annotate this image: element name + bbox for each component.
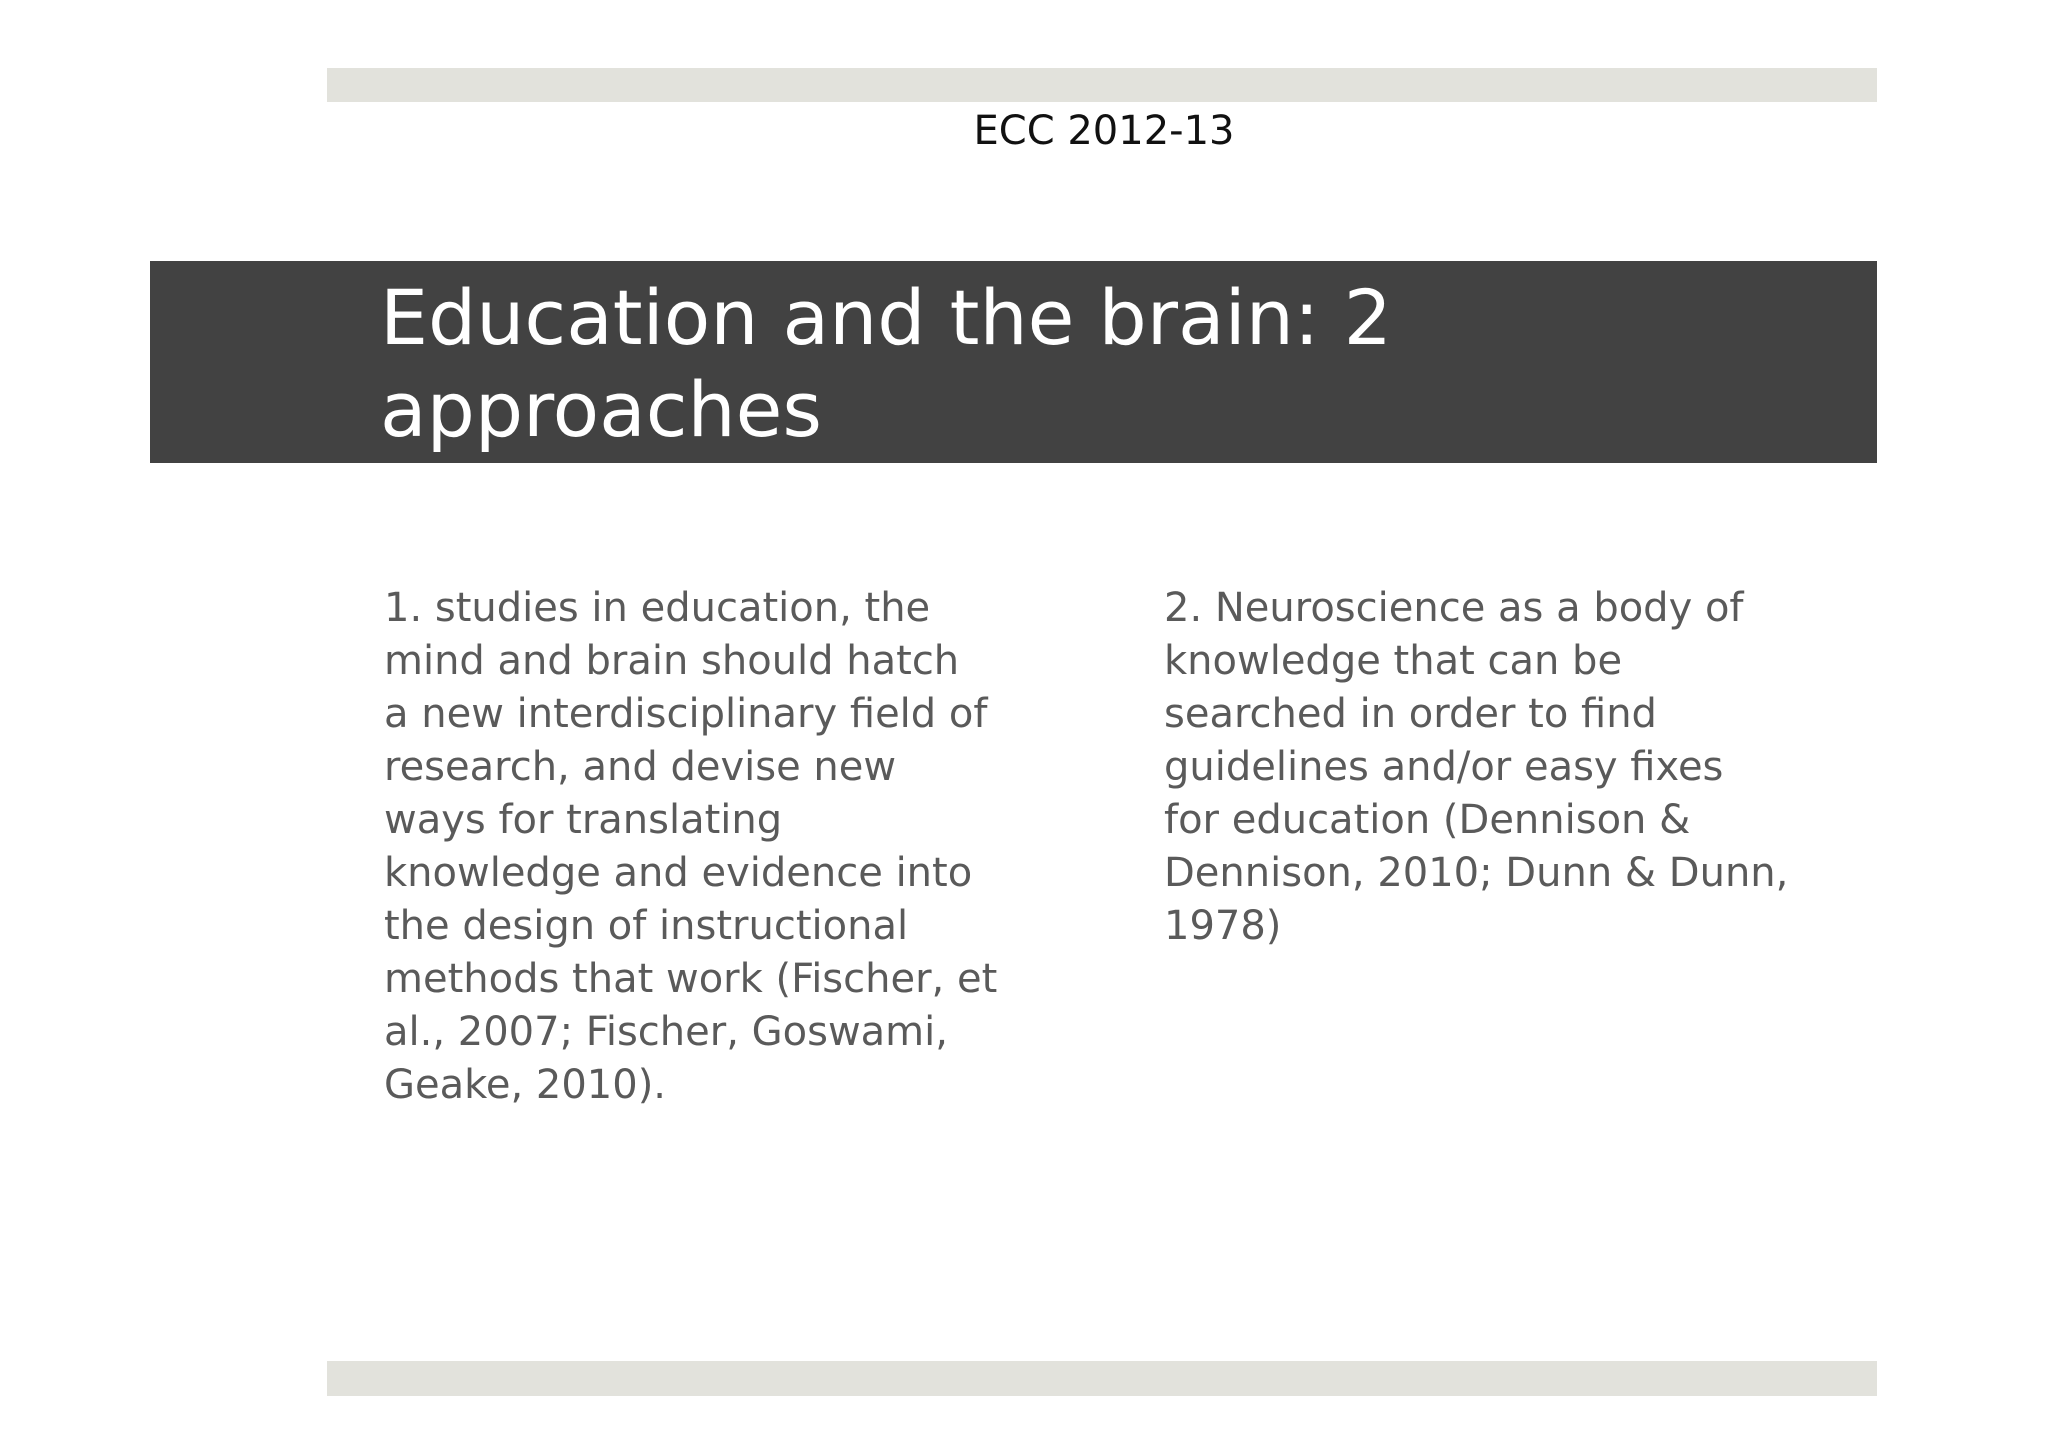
top-accent-bar bbox=[327, 68, 1877, 102]
slide-header: ECC 2012-13 bbox=[973, 108, 1235, 154]
slide-title: Education and the brain: 2 approaches bbox=[380, 273, 1393, 454]
approach-1-text: 1. studies in education, the mind and brain should hatch a new interdisciplinary field of research, and devise new ways for translating knowledge and evidence into the design of instructional methods that work (Fischer, et al., 2007; Fischer, Goswami, Geake, 2010). bbox=[384, 585, 998, 1108]
approach-2-text: 2. Neuroscience as a body of knowledge that can be searched in order to find guidelines and/or easy fixes for education (Dennison & Dennison, 2010; Dunn & Dunn, 1978) bbox=[1164, 585, 1789, 949]
bottom-accent-bar bbox=[327, 1361, 1877, 1396]
